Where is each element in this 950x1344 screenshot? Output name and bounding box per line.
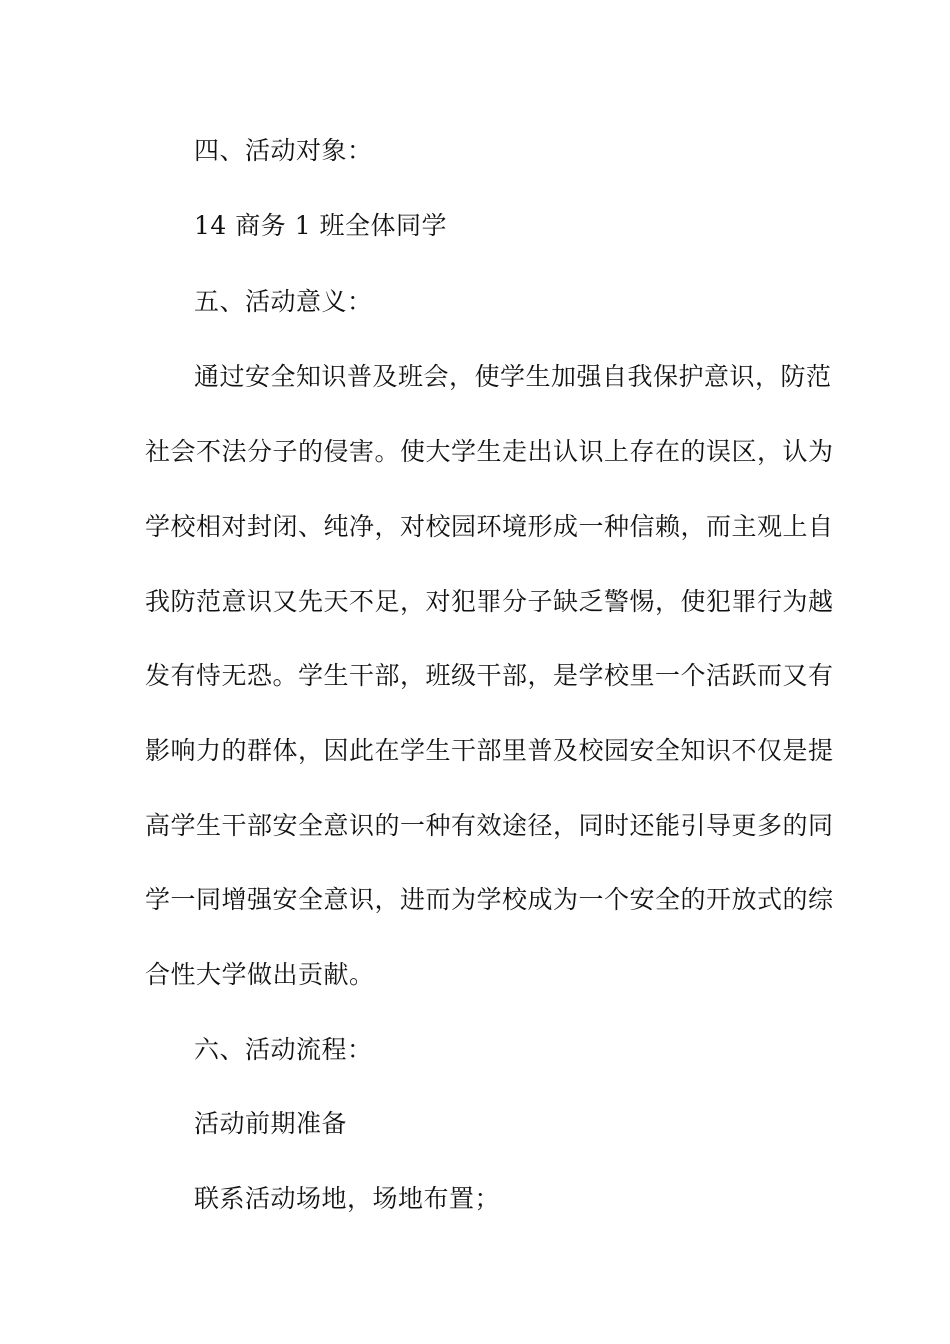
paragraph-line: 社会不法分子的侵害。使大学生走出认识上存在的误区，认为 bbox=[145, 437, 834, 466]
paragraph-line: 合性大学做出贡献。 bbox=[145, 960, 375, 989]
paragraph-line: 高学生干部安全意识的一种有效途径，同时还能引导更多的同 bbox=[145, 811, 834, 840]
paragraph-line: 通过安全知识普及班会，使学生加强自我保护意识，防范 bbox=[194, 362, 832, 391]
paragraph-line: 我防范意识又先天不足，对犯罪分子缺乏警惕，使犯罪行为越 bbox=[145, 587, 834, 616]
paragraph-line: 学一同增强安全意识，进而为学校成为一个安全的开放式的综 bbox=[145, 885, 834, 914]
paragraph: 14 商务 1 班全体同学 bbox=[194, 211, 448, 240]
paragraph-line: 学校相对封闭、纯净，对校园环境形成一种信赖，而主观上自 bbox=[145, 512, 834, 541]
paragraph: 联系活动场地，场地布置； bbox=[194, 1184, 501, 1213]
paragraph-line: 影响力的群体，因此在学生干部里普及校园安全知识不仅是提 bbox=[145, 736, 834, 765]
paragraph-line: 发有恃无恐。学生干部，班级干部，是学校里一个活跃而又有 bbox=[145, 661, 834, 690]
section-heading: 五、活动意义： bbox=[194, 287, 373, 316]
paragraph: 活动前期准备 bbox=[194, 1109, 348, 1138]
section-heading: 四、活动对象： bbox=[194, 136, 373, 165]
section-heading: 六、活动流程： bbox=[194, 1035, 373, 1064]
